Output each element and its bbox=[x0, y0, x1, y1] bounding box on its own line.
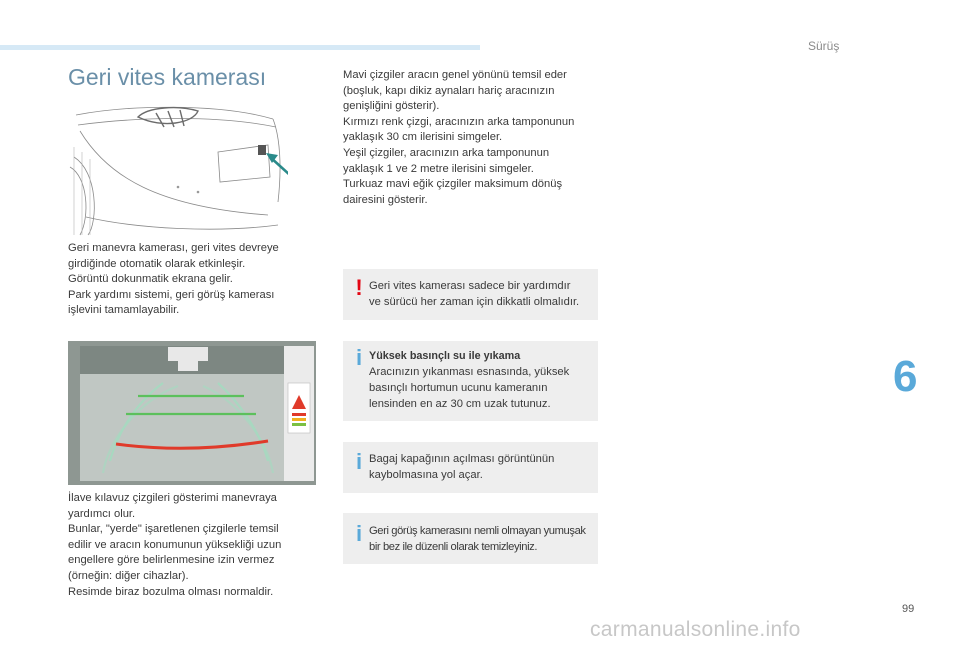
info-text: Aracınızın yıkanması esnasında, yüksek basınçlı hortumun ucunu kameranın lensinden en az 30 cm uzak tutunuz. bbox=[369, 366, 570, 410]
info-note-cleaning bbox=[343, 513, 598, 564]
info-icon: i bbox=[355, 449, 363, 474]
section-title: Sürüş bbox=[808, 39, 840, 53]
info-note-washing bbox=[343, 341, 598, 421]
warning-note bbox=[343, 269, 598, 320]
info-heading: Yüksek basınçlı su ile yıkama bbox=[369, 350, 521, 362]
info-text: Geri görüş kamerasını nemli olmayan yumuşak bir bez ile düzenli olarak temizleyiniz. bbox=[369, 525, 586, 553]
info-icon: i bbox=[355, 521, 363, 546]
camera-display-illustration bbox=[68, 341, 316, 485]
page-title: Geri vites kamerası bbox=[68, 64, 267, 90]
watermark: carmanualsonline.info bbox=[590, 618, 801, 641]
info-text: Bagaj kapağının açılması görüntünün kaybolmasına yol açar. bbox=[369, 453, 555, 481]
page-number: 99 bbox=[902, 603, 915, 615]
chapter-number: 6 bbox=[893, 352, 918, 401]
header-bar bbox=[0, 45, 480, 50]
info-icon: i bbox=[355, 345, 363, 370]
guidelines-paragraph: İlave kılavuz çizgileri gösterimi manevraya yardımcı olur. Bunlar, "yerde" işaretlenen çizgilerle temsil edilir ve aracın konumunun yüksekliği uzun engellere göre belirlenmesine izin vermez (örneğin: diğer cihazlar). Resimde biraz bozulma olması normaldir. bbox=[68, 492, 282, 598]
intro-paragraph: Geri manevra kamerası, geri vites devreye girdiğinde otomatik olarak etkinleşir. Görüntü dokunmatik ekrana gelir. Park yardımı sistemi, geri görüş kamerası işlevini tamamlayabilir. bbox=[68, 242, 279, 317]
warning-text: Geri vites kamerası sadece bir yardımdır ve sürücü her zaman için dikkatli olmalıdır. bbox=[369, 280, 580, 308]
info-note-tailgate bbox=[343, 442, 598, 493]
lines-description: Mavi çizgiler aracın genel yönünü temsil eder (boşluk, kapı dikiz aynaları hariç aracınızın genişliğini gösterir). Kırmızı renk çizgi, aracınızın arka tamponunun yaklaşık 30 cm ilerisini simgeler. Yeşil çizgiler, aracınızın arka tamponunun yaklaşık 1 ve 2 metre ilerisini simgeler. Turkuaz mavi eğik çizgiler maksimum dönüş dairesini gösterir. bbox=[343, 69, 575, 206]
warning-icon: ! bbox=[355, 275, 363, 300]
car-rear-camera-illustration bbox=[68, 97, 288, 237]
